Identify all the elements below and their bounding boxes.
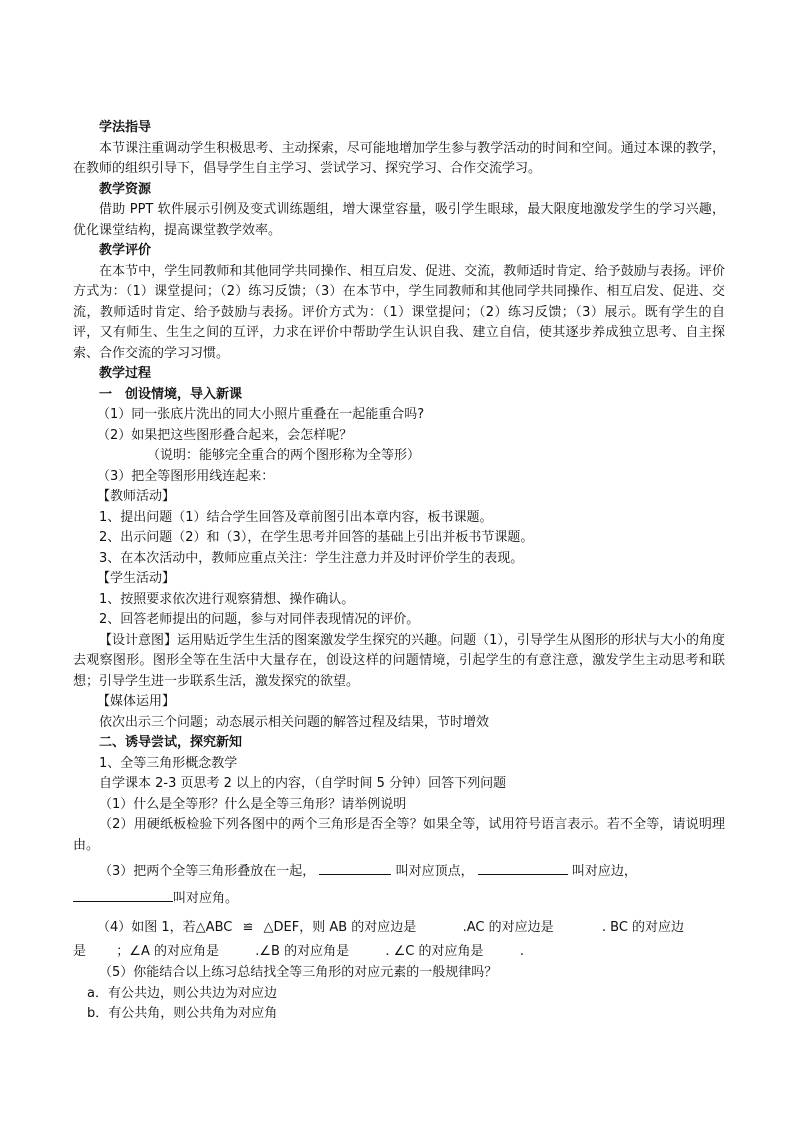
rule-a: a．有公共边，则公共边为对应边 <box>87 985 277 1001</box>
q4-text-a: （4）如图 1，若△ABC <box>97 920 233 935</box>
part1-question-2: （2）如果把这些图形叠合起来，会怎样呢？ <box>97 427 353 443</box>
part1-question-1: （1）同一张底片洗出的同大小照片重叠在一起能重合吗? <box>97 407 425 422</box>
teaching-resources-text: 借助 PPT 软件展示引例及变式训练题组，增大课堂容量，吸引学生眼球，最大限度地激发学生的学习兴趣，优化课堂结构，提高课堂教学效率。 <box>73 202 725 238</box>
teaching-evaluation-text: 在本节中，学生同教师和其他同学共同操作、相互启发、促进、交流，教师适时肯定、给予鼓励与表扬。评价方式为：（1）课堂提问；（2）练习反馈；（3）在本节中，学生同教师和其他同学共同操作、相互启发、促进、交流，教师适时肯定、给予鼓励与表扬。评价方式为：（1）课堂提问；（2）练习反馈；（3）展示。既有学生的自评，又有师生、生生之间的互评，力求在评价中帮助学生认识自我、建立自信，使其逐步养成独立思考、自主探索、合作交流的学习习惯。 <box>73 263 725 361</box>
student-activity-tag: 【学生活动】 <box>97 571 176 586</box>
rule-b: b．有公共角，则公共角为对应角 <box>87 1006 278 1021</box>
media-use-text: 依次出示三个问题；动态展示相关问题的解答过程及结果，节时增效 <box>99 714 490 730</box>
study-guidance-text: 本节课注重调动学生积极思考、主动探索，尽可能地增加学生参与教学活动的时间和空间。通过本课的教学，在教师的组织引导下，倡导学生自主学习、尝试学习、探究学习、合作交流学习。 <box>73 140 725 176</box>
part1-question-3: （3）把全等图形用线连起来： <box>97 468 275 484</box>
q3-blank-angles[interactable] <box>73 887 173 902</box>
part2-question-1: （1）什么是全等形？什么是全等三角形？请举例说明 <box>99 796 407 812</box>
student-activity-1: 1、按照要求依次进行观察猜想、操作确认。 <box>99 591 355 607</box>
q3-text-a: （3）把两个全等三角形叠放在一起， <box>99 864 316 879</box>
teacher-activity-1: 1、提出问题（1）结合学生回答及章前图引出本章内容，板书课题。 <box>99 509 493 525</box>
q4-text-c: .AC 的对应边是 <box>462 920 554 935</box>
heading-teaching-evaluation: 教学评价 <box>99 243 152 258</box>
heading-teaching-resources: 教学资源 <box>99 181 152 197</box>
teacher-activity-3: 3、在本次活动中，教师应重点关注：学生注意力并及时评价学生的表现。 <box>99 550 524 566</box>
q4-text-b: △DEF，则 AB 的对应边是 <box>263 920 417 935</box>
q4-text-d: . BC 的对应边 <box>601 920 685 935</box>
part2-title: 二、诱导尝试，探究新知 <box>99 735 243 750</box>
q3-blank-vertices[interactable] <box>319 860 391 875</box>
q3-text-b: 叫对应顶点， <box>395 864 474 879</box>
teacher-activity-tag: 【教师活动】 <box>97 489 176 504</box>
q3-text-d: 叫对应角。 <box>173 891 239 906</box>
student-activity-2: 2、回答老师提出的问题，参与对同伴表现情况的评价。 <box>99 612 420 627</box>
part2-question-4-line1 <box>73 914 725 941</box>
part2-question-2: （2）用硬纸板检验下列各图中的两个三角形是否全等？如果全等，试用符号语言表示。若不全等，请说明理由。 <box>73 817 725 853</box>
part2-self-study: 自学课本 2-3 页思考 2 以上的内容，（自学时间 5 分钟）回答下列问题 <box>99 776 507 791</box>
document-page <box>73 118 725 1025</box>
q4-text-i: . <box>519 944 524 959</box>
heading-study-guidance: 学法指导 <box>99 120 152 135</box>
q4-text-e: 是 <box>73 944 87 959</box>
congruent-symbol: ≌ <box>242 920 254 935</box>
q4-text-g: .∠B 的对应角是 <box>255 944 350 959</box>
q3-blank-sides[interactable] <box>478 860 568 875</box>
part2-question-5: （5）你能结合以上练习总结找全等三角形的对应元素的一般规律吗？ <box>99 965 498 980</box>
q3-text-c: 叫对应边， <box>571 864 637 879</box>
part1-note: （说明：能够完全重合的两个图形称为全等形） <box>147 448 421 463</box>
part2-question-3 <box>73 858 725 912</box>
part2-question-4-line2 <box>73 941 725 963</box>
q4-text-h: . ∠C 的对应角是 <box>385 944 484 959</box>
part1-title: 一 创设情境，导入新课 <box>99 386 243 402</box>
media-use-tag: 【媒体运用】 <box>97 694 176 709</box>
design-intent-text: 【设计意图】运用贴近学生生活的图案激发学生探究的兴趣。问题（1），引导学生从图形的形状与大小的角度去观察图形。图形全等在生活中大量存在，创设这样的问题情境，引起学生的有意注意，激发学生主动思考和联想；引导学生进一步联系生活，激发探究的欲望。 <box>73 632 725 689</box>
part2-subsection-1: 1、全等三角形概念教学 <box>99 755 238 771</box>
teacher-activity-2: 2、出示问题（2）和（3），在学生思考并回答的基础上引出并板书节课题。 <box>99 530 534 545</box>
heading-teaching-process: 教学过程 <box>99 366 152 381</box>
q4-text-f: ；∠A 的对应角是 <box>116 944 219 959</box>
